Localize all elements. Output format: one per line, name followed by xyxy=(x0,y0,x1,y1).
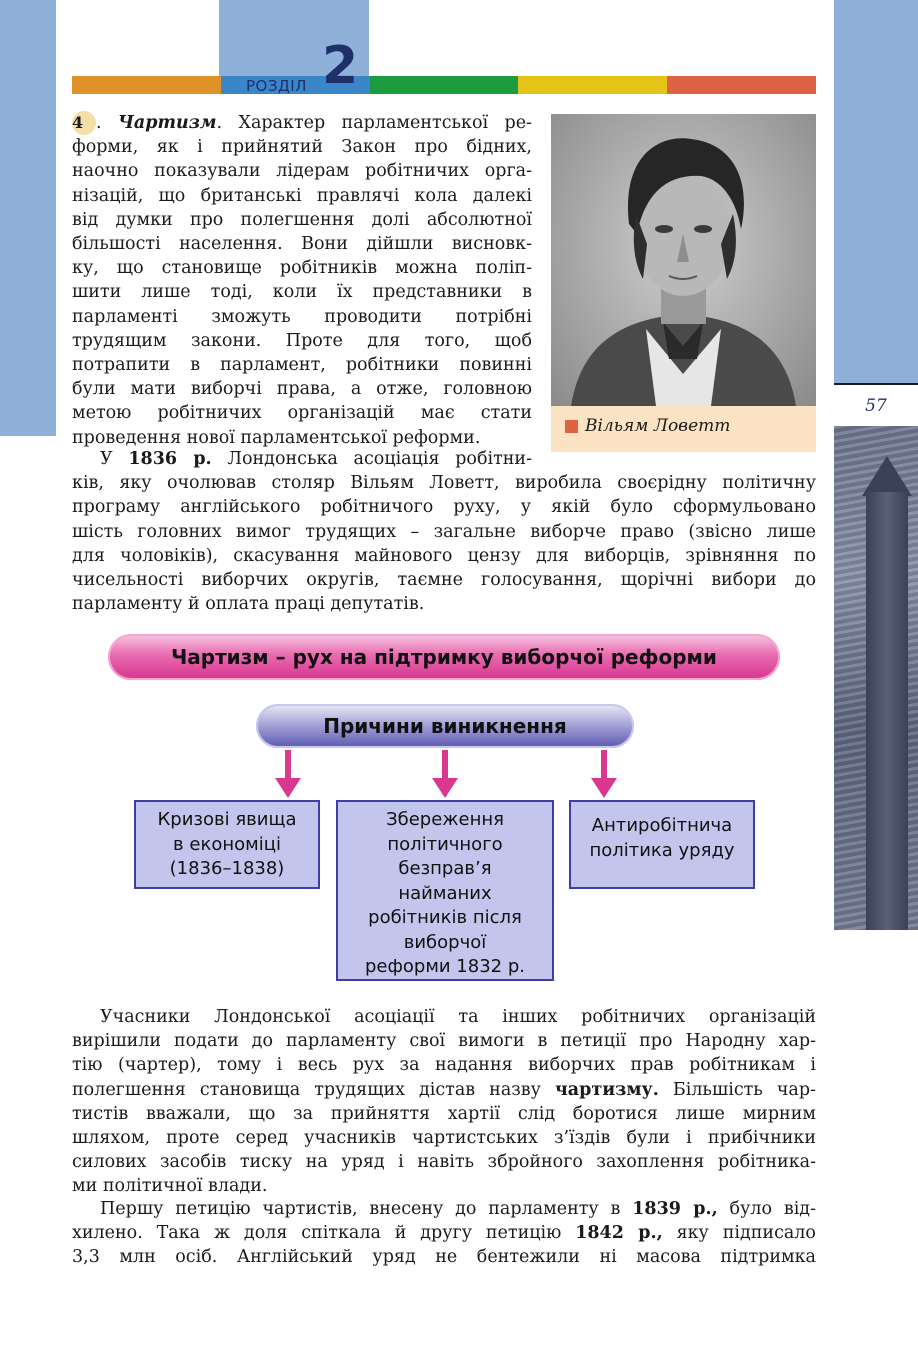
paragraph-number-badge: 4 xyxy=(72,111,96,135)
text-line: силових засобів тиску на уряд і навіть збройного захоплення робітника- xyxy=(72,1152,816,1173)
cause-line: Кризові явища xyxy=(157,809,297,830)
text-fragment: хилено. Така ж доля спіткала й другу петицію xyxy=(72,1223,562,1244)
paragraph-first-petition xyxy=(72,1197,816,1270)
paragraph-peoples-charter xyxy=(72,1005,816,1199)
diagram-title-banner: Чартизм – рух на підтримку виборчої реформи xyxy=(108,634,780,680)
cause-box-anti-worker-policy xyxy=(569,800,755,889)
portrait-image xyxy=(551,114,816,406)
text-line: Характер парламентської ре- xyxy=(238,113,532,133)
arrow-down-icon xyxy=(438,750,452,798)
portrait-caption-box xyxy=(551,406,816,452)
text-fragment: Першу петицію чартистів, внесену до парламенту в xyxy=(100,1199,621,1219)
cause-line: політичного xyxy=(387,833,503,855)
text-line: ми політичної влади. xyxy=(72,1176,268,1197)
year-1842: 1842 р., xyxy=(575,1223,663,1244)
text-line: від думки про полегшення долі абсолютної xyxy=(72,209,532,230)
text-line: наочно показували лідерам робітничих орга- xyxy=(72,161,532,182)
text-fragment: полегшення становища трудящих дістав назву xyxy=(72,1079,541,1100)
text-line: ку, що становище робітників можна поліп- xyxy=(72,258,532,279)
paragraph-chartism-intro: 4 . Чартизм. Характер парламентської ре- форми, як і прийнятий Закон про бідних, наочно показували лідерам робітничих орга- нізацій, що британські правлячі кола далекі від думки про полегшення долі абсолютної більшості населення. Вони дійшли висновк- ку, що становище робітників можна поліп- шити лише тоді, коли їх представники в парламенті зможуть проводити потрібні трудящим закони. Проте для того, щоб потрапити в парламент, робітники повинні були мати виборчі права, а отже, головною метою робітничих організацій має стати проведення нової парламентської реформи. xyxy=(72,111,532,450)
text-line: вирішили подати до парламенту свої вимоги в петиції про Народну хар- xyxy=(72,1031,816,1052)
text-line: потрапити в парламент, робітники повинні xyxy=(72,355,532,376)
paragraph-heading: Чартизм xyxy=(117,113,217,133)
text-line: чисельності виборчих округів, таємне голосування, щорічні вибори до xyxy=(72,570,816,591)
text-line: нізацій, що британські правлячі кола далекі xyxy=(72,185,532,206)
text-line: трудящим закони. Проте для того, щоб xyxy=(72,330,532,351)
cause-line: реформи 1832 р. xyxy=(364,956,525,977)
cause-line: політика уряду xyxy=(589,839,735,861)
cause-line: найманих xyxy=(398,882,492,904)
text-line: парламенту й оплата праці депутатів. xyxy=(72,594,425,615)
text-line: тистів вважали, що за прийняття хартії слід боротися лише мирним xyxy=(72,1103,816,1124)
cause-box-economic-crisis xyxy=(134,800,320,889)
arrow-down-icon xyxy=(281,750,295,798)
section-number: 2 xyxy=(322,36,359,96)
arrow-down-icon xyxy=(597,750,611,798)
cause-box-political-disenfranchisement xyxy=(336,800,554,981)
text-line: метою робітничих організацій має стати xyxy=(72,403,532,424)
paragraph-london-association xyxy=(72,447,816,616)
right-margin-tab xyxy=(834,0,918,384)
caption-marker-icon xyxy=(565,420,578,433)
year-1836: 1836 р. xyxy=(128,449,212,469)
text-line: тію (чартер), тому і весь рух за надання виборчих прав робітникам і xyxy=(72,1055,816,1076)
year-1839: 1839 р., xyxy=(632,1199,718,1219)
text-fragment: Більшість чар- xyxy=(672,1079,816,1100)
page-number: 57 xyxy=(865,396,887,416)
cause-line: Антиробітнича xyxy=(591,815,733,836)
text-line: ків, яку очолював столяр Вільям Ловетт, виробила своєрідну політичну xyxy=(72,473,816,494)
cause-line: безправ’я xyxy=(398,858,492,879)
left-margin-tab xyxy=(0,0,56,436)
section-color-bar xyxy=(72,76,816,94)
text-line: були мати виборчі права, а отже, головною xyxy=(72,379,532,400)
cause-line: (1836–1838) xyxy=(169,858,285,879)
cause-line: в економіці xyxy=(173,833,281,855)
text-fragment: яку підписало xyxy=(676,1223,816,1244)
diagram-subtitle-banner: Причини виникнення xyxy=(256,704,634,748)
text-line: форми, як і прийнятий Закон про бідних, xyxy=(72,137,532,158)
text-fragment: Лондонська асоціація робітни- xyxy=(227,449,532,469)
text-line: більшості населення. Вони дійшли висновк- xyxy=(72,234,532,255)
text-line: шити лише тоді, коли їх представники в xyxy=(72,282,532,303)
text-line: програму англійського робітничого руху, у якій було сформульовано xyxy=(72,497,816,518)
term-chartism: чартизму. xyxy=(554,1079,659,1100)
text-line: проведення нової парламентської реформи. xyxy=(72,427,481,448)
page-number-rule-top xyxy=(834,383,918,385)
text-fragment: У xyxy=(100,449,113,469)
text-line: для чоловіків), скасування майнового цензу для виборців, зрівняння по xyxy=(72,545,816,566)
text-line: парламенті зможуть проводити потрібні xyxy=(72,306,532,327)
cause-line: виборчої xyxy=(403,931,487,953)
text-line: шляхом, проте серед учасників чартистських з’їздів були і прибічники xyxy=(72,1128,816,1149)
text-fragment: було від- xyxy=(729,1199,816,1219)
cause-line: робітників після xyxy=(368,907,522,928)
portrait-caption: Вільям Ловетт xyxy=(585,416,731,436)
cause-line: Збереження xyxy=(386,809,504,830)
text-line: шість головних вимог трудящих – загальне виборче право (звісно лише xyxy=(72,521,816,542)
section-label: РОЗДІЛ xyxy=(246,77,307,95)
text-line: Учасники Лондонської асоціації та інших робітничих організацій xyxy=(100,1007,816,1027)
side-decorative-photo xyxy=(834,426,918,930)
text-line: 3,3 млн осіб. Англійський уряд не бентежили ні масова підтримка xyxy=(72,1247,816,1268)
